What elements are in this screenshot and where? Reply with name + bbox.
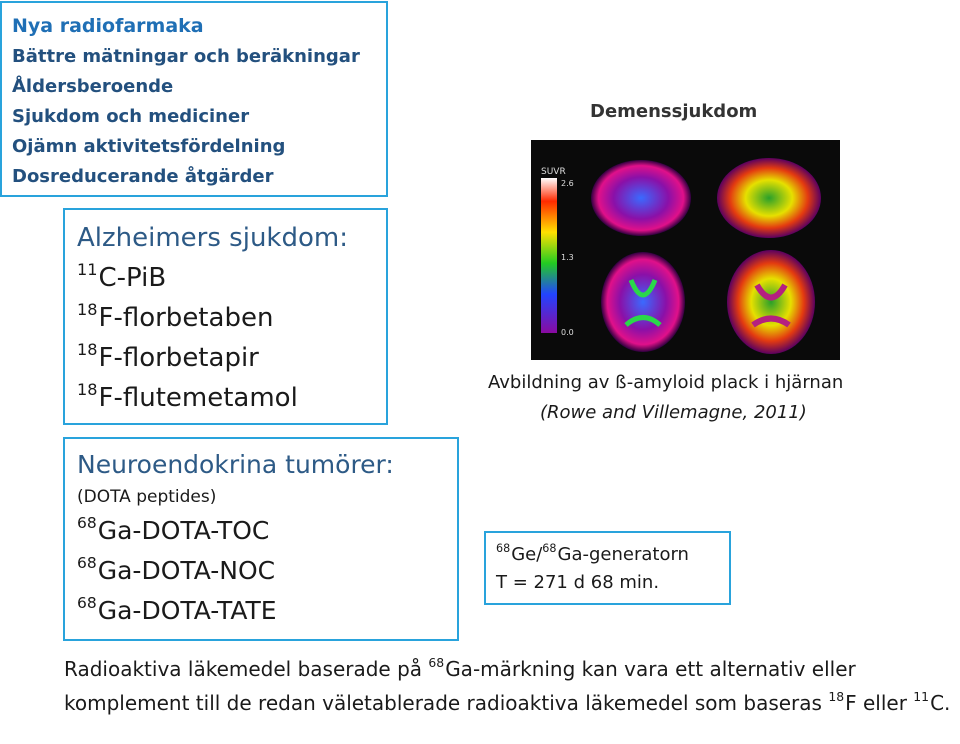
summary-paragraph: Radioaktiva läkemedel baserade på $^{68}$Ga-märkning kan vara ett alternativ eller komplement till de redan väletablerade radioaktiva läkemedel som baseras $^{18}$F eller $^{11}$C.: [64, 655, 951, 715]
half-life: T = 271 d 68 min.: [496, 572, 660, 593]
scale-label: SUVR: [541, 167, 566, 177]
box-title: Nya radiofarmaka: [12, 15, 204, 37]
box-title: Alzheimers sjukdom:: [77, 223, 348, 253]
list-item: $^{18}$F-flutemetamol: [77, 379, 298, 413]
generator-box: [484, 531, 731, 605]
dementia-title: Demenssjukdom: [590, 101, 758, 122]
new-radiopharmaceuticals-box: [0, 1, 388, 197]
list-item: $^{68}$Ga-DOTA-TATE: [77, 594, 277, 625]
box-title: Neuroendokrina tumörer:: [77, 450, 394, 479]
list-item: Åldersberoende: [12, 76, 174, 97]
box-subtitle: (DOTA peptides): [77, 487, 217, 507]
generator-name: $^{68}$Ge/$^{68}$Ga-generatorn: [496, 542, 689, 565]
scan-citation: (Rowe and Villemagne, 2011): [540, 402, 807, 423]
list-item: Dosreducerande åtgärder: [12, 166, 274, 187]
alzheimer-box: [63, 208, 388, 425]
list-item: Sjukdom och mediciner: [12, 106, 250, 127]
scale-tick: 1.3: [561, 253, 574, 262]
list-item: Bättre mätningar och beräkningar: [12, 46, 360, 67]
list-item: $^{18}$F-florbetapir: [77, 339, 259, 373]
pet-scan-image: [531, 140, 840, 360]
color-scale-bar: [541, 178, 557, 333]
list-item: $^{68}$Ga-DOTA-TOC: [77, 514, 270, 545]
list-item: $^{68}$Ga-DOTA-NOC: [77, 554, 276, 585]
brain-axial-normal: [601, 252, 685, 352]
list-item: Ojämn aktivitetsfördelning: [12, 136, 286, 157]
brain-sagittal-amyloid: [717, 158, 821, 238]
neuroendocrine-box: [63, 437, 459, 641]
list-item: $^{11}$C-PiB: [77, 259, 167, 293]
list-item: $^{18}$F-florbetaben: [77, 299, 274, 333]
brain-sagittal-normal: [591, 160, 691, 236]
brain-axial-amyloid: [727, 250, 815, 354]
scale-tick: 2.6: [561, 179, 574, 188]
scan-caption: Avbildning av ß-amyloid plack i hjärnan: [488, 372, 844, 393]
scale-tick: 0.0: [561, 328, 574, 337]
brain-scan-graphic: [531, 140, 840, 360]
